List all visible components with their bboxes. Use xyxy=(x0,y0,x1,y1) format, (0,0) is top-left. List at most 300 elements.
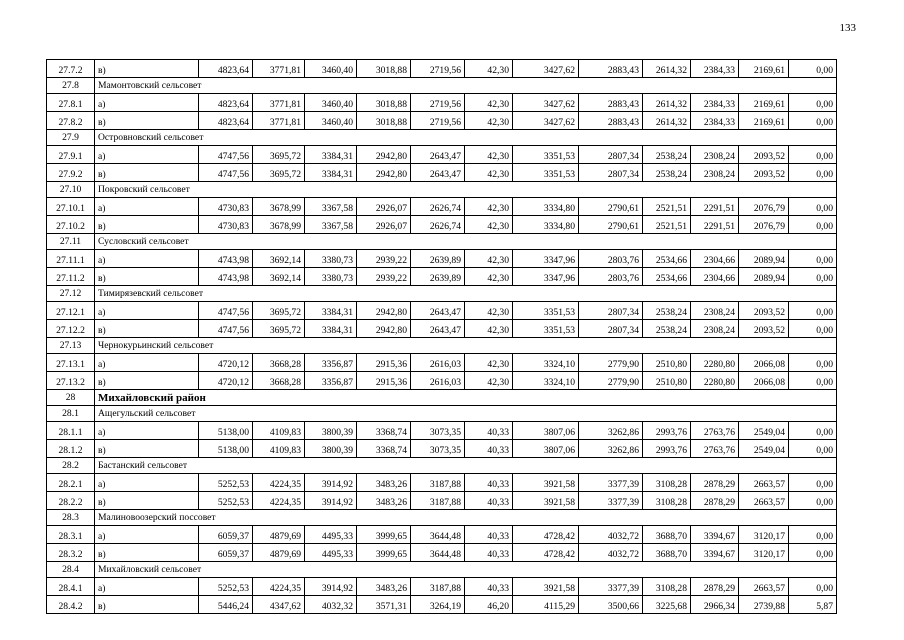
district-title: Михайловский район xyxy=(95,390,837,406)
value-cell: 0,00 xyxy=(789,354,837,372)
row-code: 27.10.1 xyxy=(47,198,95,216)
value-cell: 2790,61 xyxy=(579,216,643,234)
value-cell: 40,33 xyxy=(465,474,513,492)
section-title: Островновский сельсовет xyxy=(95,130,837,146)
value-cell: 2779,90 xyxy=(579,372,643,390)
value-cell: 3921,58 xyxy=(513,492,579,510)
value-cell: 3334,80 xyxy=(513,198,579,216)
table-row xyxy=(47,578,837,596)
value-cell: 4109,83 xyxy=(253,422,305,440)
value-cell: 4728,42 xyxy=(513,526,579,544)
row-subitem: в) xyxy=(95,596,199,614)
value-cell: 3914,92 xyxy=(305,578,357,596)
value-cell: 3347,96 xyxy=(513,268,579,286)
value-cell: 2076,79 xyxy=(739,198,789,216)
section-title: Тимирязевский сельсовет xyxy=(95,286,837,302)
value-cell: 2616,03 xyxy=(411,354,465,372)
value-cell: 3771,81 xyxy=(253,94,305,112)
value-cell: 2614,32 xyxy=(643,112,691,130)
row-code: 28.1.2 xyxy=(47,440,95,458)
value-cell: 2066,08 xyxy=(739,354,789,372)
value-cell: 2883,43 xyxy=(579,112,643,130)
value-cell: 3427,62 xyxy=(513,94,579,112)
value-cell: 2807,34 xyxy=(579,146,643,164)
value-cell: 3483,26 xyxy=(357,492,411,510)
value-cell: 2643,47 xyxy=(411,164,465,182)
value-cell: 3771,81 xyxy=(253,112,305,130)
section-header-row xyxy=(47,182,837,198)
value-cell: 3380,73 xyxy=(305,268,357,286)
value-cell: 2878,29 xyxy=(691,578,739,596)
value-cell: 2066,08 xyxy=(739,372,789,390)
value-cell: 2790,61 xyxy=(579,198,643,216)
value-cell: 3914,92 xyxy=(305,492,357,510)
value-cell: 3460,40 xyxy=(305,60,357,78)
value-cell: 2663,57 xyxy=(739,474,789,492)
row-subitem: а) xyxy=(95,474,199,492)
value-cell: 2915,36 xyxy=(357,354,411,372)
row-subitem: в) xyxy=(95,60,199,78)
value-cell: 2093,52 xyxy=(739,302,789,320)
value-cell: 2510,80 xyxy=(643,372,691,390)
row-subitem: в) xyxy=(95,320,199,338)
row-code: 27.10 xyxy=(47,182,95,198)
value-cell: 3262,86 xyxy=(579,422,643,440)
value-cell: 2926,07 xyxy=(357,198,411,216)
value-cell: 6059,37 xyxy=(199,544,253,562)
value-cell: 3120,17 xyxy=(739,526,789,544)
row-subitem: а) xyxy=(95,198,199,216)
table-row xyxy=(47,146,837,164)
value-cell: 3678,99 xyxy=(253,216,305,234)
page-number: 133 xyxy=(839,22,856,34)
value-cell: 2763,76 xyxy=(691,440,739,458)
table-row xyxy=(47,422,837,440)
table-row xyxy=(47,526,837,544)
section-header-row xyxy=(47,78,837,94)
table-row xyxy=(47,354,837,372)
value-cell: 3394,67 xyxy=(691,544,739,562)
row-subitem: а) xyxy=(95,422,199,440)
value-cell: 4747,56 xyxy=(199,164,253,182)
row-code: 28.3.1 xyxy=(47,526,95,544)
value-cell: 3427,62 xyxy=(513,112,579,130)
row-code: 28 xyxy=(47,390,95,406)
value-cell: 3427,62 xyxy=(513,60,579,78)
value-cell: 2280,80 xyxy=(691,354,739,372)
value-cell: 40,33 xyxy=(465,578,513,596)
value-cell: 2807,34 xyxy=(579,164,643,182)
value-cell: 2093,52 xyxy=(739,164,789,182)
row-code: 27.11 xyxy=(47,234,95,250)
value-cell: 2614,32 xyxy=(643,60,691,78)
value-cell: 3187,88 xyxy=(411,578,465,596)
value-cell: 2942,80 xyxy=(357,164,411,182)
value-cell: 3483,26 xyxy=(357,474,411,492)
value-cell: 3262,86 xyxy=(579,440,643,458)
value-cell: 3999,65 xyxy=(357,544,411,562)
row-code: 27.8.2 xyxy=(47,112,95,130)
value-cell: 3807,06 xyxy=(513,440,579,458)
value-cell: 42,30 xyxy=(465,60,513,78)
value-cell: 2878,29 xyxy=(691,474,739,492)
value-cell: 42,30 xyxy=(465,354,513,372)
value-cell: 3678,99 xyxy=(253,198,305,216)
value-cell: 4495,33 xyxy=(305,544,357,562)
section-header-row xyxy=(47,562,837,578)
row-code: 27.11.1 xyxy=(47,250,95,268)
value-cell: 3571,31 xyxy=(357,596,411,614)
value-cell: 2663,57 xyxy=(739,492,789,510)
value-cell: 0,00 xyxy=(789,474,837,492)
value-cell: 3999,65 xyxy=(357,526,411,544)
value-cell: 42,30 xyxy=(465,372,513,390)
value-cell: 2538,24 xyxy=(643,164,691,182)
row-subitem: а) xyxy=(95,146,199,164)
table-row xyxy=(47,60,837,78)
value-cell: 2942,80 xyxy=(357,146,411,164)
value-cell: 42,30 xyxy=(465,94,513,112)
value-cell: 4032,72 xyxy=(579,544,643,562)
value-cell: 3384,31 xyxy=(305,320,357,338)
row-code: 27.9.1 xyxy=(47,146,95,164)
section-title: Сусловский сельсовет xyxy=(95,234,837,250)
value-cell: 40,33 xyxy=(465,544,513,562)
value-cell: 3483,26 xyxy=(357,578,411,596)
value-cell: 4823,64 xyxy=(199,112,253,130)
value-cell: 0,00 xyxy=(789,302,837,320)
value-cell: 2291,51 xyxy=(691,198,739,216)
value-cell: 4224,35 xyxy=(253,492,305,510)
value-cell: 2308,24 xyxy=(691,320,739,338)
row-code: 28.2.2 xyxy=(47,492,95,510)
row-code: 27.9.2 xyxy=(47,164,95,182)
section-title: Михайловский сельсовет xyxy=(95,562,837,578)
section-title: Бастанский сельсовет xyxy=(95,458,837,474)
table-row xyxy=(47,112,837,130)
value-cell: 3120,17 xyxy=(739,544,789,562)
row-code: 27.7.2 xyxy=(47,60,95,78)
table-row xyxy=(47,320,837,338)
row-code: 28.1 xyxy=(47,406,95,422)
row-code: 28.1.1 xyxy=(47,422,95,440)
row-subitem: а) xyxy=(95,526,199,544)
row-subitem: в) xyxy=(95,112,199,130)
value-cell: 4823,64 xyxy=(199,60,253,78)
value-cell: 0,00 xyxy=(789,544,837,562)
value-cell: 0,00 xyxy=(789,268,837,286)
value-cell: 2534,66 xyxy=(643,268,691,286)
value-cell: 3384,31 xyxy=(305,302,357,320)
value-cell: 3073,35 xyxy=(411,422,465,440)
table-row xyxy=(47,268,837,286)
value-cell: 2739,88 xyxy=(739,596,789,614)
value-cell: 3800,39 xyxy=(305,422,357,440)
value-cell: 2549,04 xyxy=(739,440,789,458)
value-cell: 2538,24 xyxy=(643,302,691,320)
value-cell: 0,00 xyxy=(789,216,837,234)
value-cell: 3695,72 xyxy=(253,146,305,164)
row-code: 27.12.2 xyxy=(47,320,95,338)
value-cell: 2280,80 xyxy=(691,372,739,390)
value-cell: 3914,92 xyxy=(305,474,357,492)
row-code: 28.2.1 xyxy=(47,474,95,492)
value-cell: 0,00 xyxy=(789,94,837,112)
value-cell: 42,30 xyxy=(465,320,513,338)
value-cell: 3018,88 xyxy=(357,94,411,112)
value-cell: 0,00 xyxy=(789,146,837,164)
value-cell: 3380,73 xyxy=(305,250,357,268)
value-cell: 42,30 xyxy=(465,164,513,182)
row-subitem: в) xyxy=(95,268,199,286)
table-row xyxy=(47,596,837,614)
value-cell: 3688,70 xyxy=(643,544,691,562)
value-cell: 5,87 xyxy=(789,596,837,614)
value-cell: 3018,88 xyxy=(357,60,411,78)
value-cell: 3108,28 xyxy=(643,578,691,596)
value-cell: 2384,33 xyxy=(691,60,739,78)
value-cell: 6059,37 xyxy=(199,526,253,544)
value-cell: 3384,31 xyxy=(305,146,357,164)
value-cell: 42,30 xyxy=(465,216,513,234)
value-cell: 2993,76 xyxy=(643,422,691,440)
value-cell: 3695,72 xyxy=(253,320,305,338)
value-cell: 3695,72 xyxy=(253,302,305,320)
row-subitem: а) xyxy=(95,578,199,596)
row-subitem: в) xyxy=(95,440,199,458)
value-cell: 2807,34 xyxy=(579,320,643,338)
value-cell: 2093,52 xyxy=(739,320,789,338)
value-cell: 2089,94 xyxy=(739,250,789,268)
value-cell: 3108,28 xyxy=(643,474,691,492)
value-cell: 42,30 xyxy=(465,146,513,164)
value-cell: 3500,66 xyxy=(579,596,643,614)
value-cell: 4224,35 xyxy=(253,474,305,492)
value-cell: 0,00 xyxy=(789,422,837,440)
value-cell: 4115,29 xyxy=(513,596,579,614)
value-cell: 3018,88 xyxy=(357,112,411,130)
section-title: Чернокурьинский сельсовет xyxy=(95,338,837,354)
value-cell: 5252,53 xyxy=(199,492,253,510)
value-cell: 4720,12 xyxy=(199,354,253,372)
value-cell: 3377,39 xyxy=(579,492,643,510)
value-cell: 3394,67 xyxy=(691,526,739,544)
section-header-row xyxy=(47,458,837,474)
section-header-row xyxy=(47,130,837,146)
value-cell: 2521,51 xyxy=(643,198,691,216)
value-cell: 2384,33 xyxy=(691,112,739,130)
row-code: 27.12 xyxy=(47,286,95,302)
section-header-row xyxy=(47,338,837,354)
value-cell: 4747,56 xyxy=(199,320,253,338)
table-row xyxy=(47,492,837,510)
value-cell: 2304,66 xyxy=(691,250,739,268)
value-cell: 2291,51 xyxy=(691,216,739,234)
value-cell: 3324,10 xyxy=(513,372,579,390)
value-cell: 4347,62 xyxy=(253,596,305,614)
value-cell: 3368,74 xyxy=(357,422,411,440)
row-subitem: в) xyxy=(95,164,199,182)
value-cell: 3367,58 xyxy=(305,216,357,234)
value-cell: 0,00 xyxy=(789,164,837,182)
value-cell: 46,20 xyxy=(465,596,513,614)
value-cell: 4747,56 xyxy=(199,302,253,320)
value-cell: 40,33 xyxy=(465,440,513,458)
value-cell: 3695,72 xyxy=(253,164,305,182)
table-row xyxy=(47,250,837,268)
value-cell: 2643,47 xyxy=(411,302,465,320)
value-cell: 5138,00 xyxy=(199,440,253,458)
row-code: 27.8.1 xyxy=(47,94,95,112)
value-cell: 2616,03 xyxy=(411,372,465,390)
row-subitem: а) xyxy=(95,94,199,112)
value-cell: 2719,56 xyxy=(411,112,465,130)
value-cell: 40,33 xyxy=(465,422,513,440)
value-cell: 0,00 xyxy=(789,250,837,268)
table-row xyxy=(47,94,837,112)
row-code: 27.11.2 xyxy=(47,268,95,286)
value-cell: 2384,33 xyxy=(691,94,739,112)
row-code: 28.4.1 xyxy=(47,578,95,596)
value-cell: 3187,88 xyxy=(411,474,465,492)
value-cell: 2169,61 xyxy=(739,112,789,130)
value-cell: 3356,87 xyxy=(305,372,357,390)
row-subitem: в) xyxy=(95,372,199,390)
section-title: Ащегульский сельсовет xyxy=(95,406,837,422)
section-header-row xyxy=(47,510,837,526)
value-cell: 2966,34 xyxy=(691,596,739,614)
row-code: 27.13.2 xyxy=(47,372,95,390)
row-subitem: а) xyxy=(95,354,199,372)
value-cell: 2643,47 xyxy=(411,320,465,338)
value-cell: 2626,74 xyxy=(411,216,465,234)
value-cell: 3771,81 xyxy=(253,60,305,78)
table-row xyxy=(47,544,837,562)
value-cell: 42,30 xyxy=(465,250,513,268)
value-cell: 3347,96 xyxy=(513,250,579,268)
value-cell: 4823,64 xyxy=(199,94,253,112)
value-cell: 0,00 xyxy=(789,440,837,458)
value-cell: 2534,66 xyxy=(643,250,691,268)
value-cell: 2549,04 xyxy=(739,422,789,440)
value-cell: 2939,22 xyxy=(357,268,411,286)
value-cell: 3377,39 xyxy=(579,474,643,492)
value-cell: 0,00 xyxy=(789,198,837,216)
row-code: 28.4.2 xyxy=(47,596,95,614)
value-cell: 2878,29 xyxy=(691,492,739,510)
value-cell: 4879,69 xyxy=(253,544,305,562)
value-cell: 3668,28 xyxy=(253,372,305,390)
row-code: 27.13 xyxy=(47,338,95,354)
value-cell: 4495,33 xyxy=(305,526,357,544)
value-cell: 42,30 xyxy=(465,112,513,130)
value-cell: 2308,24 xyxy=(691,164,739,182)
value-cell: 4730,83 xyxy=(199,216,253,234)
value-cell: 3377,39 xyxy=(579,578,643,596)
value-cell: 3692,14 xyxy=(253,268,305,286)
value-cell: 5252,53 xyxy=(199,578,253,596)
value-cell: 40,33 xyxy=(465,492,513,510)
row-code: 27.8 xyxy=(47,78,95,94)
value-cell: 3351,53 xyxy=(513,320,579,338)
value-cell: 2626,74 xyxy=(411,198,465,216)
row-subitem: в) xyxy=(95,544,199,562)
value-cell: 3351,53 xyxy=(513,146,579,164)
value-cell: 2719,56 xyxy=(411,94,465,112)
value-cell: 0,00 xyxy=(789,60,837,78)
value-cell: 3921,58 xyxy=(513,474,579,492)
row-code: 28.2 xyxy=(47,458,95,474)
value-cell: 3807,06 xyxy=(513,422,579,440)
value-cell: 2942,80 xyxy=(357,320,411,338)
district-header-row xyxy=(47,390,837,406)
table-row xyxy=(47,302,837,320)
value-cell: 5252,53 xyxy=(199,474,253,492)
value-cell: 3073,35 xyxy=(411,440,465,458)
value-cell: 0,00 xyxy=(789,372,837,390)
table-row xyxy=(47,164,837,182)
value-cell: 2304,66 xyxy=(691,268,739,286)
value-cell: 2093,52 xyxy=(739,146,789,164)
section-title: Мамонтовский сельсовет xyxy=(95,78,837,94)
value-cell: 2883,43 xyxy=(579,60,643,78)
value-cell: 2915,36 xyxy=(357,372,411,390)
row-code: 27.10.2 xyxy=(47,216,95,234)
value-cell: 4730,83 xyxy=(199,198,253,216)
value-cell: 4109,83 xyxy=(253,440,305,458)
value-cell: 2942,80 xyxy=(357,302,411,320)
row-code: 27.12.1 xyxy=(47,302,95,320)
value-cell: 5138,00 xyxy=(199,422,253,440)
value-cell: 0,00 xyxy=(789,526,837,544)
value-cell: 4747,56 xyxy=(199,146,253,164)
value-cell: 2807,34 xyxy=(579,302,643,320)
value-cell: 2308,24 xyxy=(691,146,739,164)
value-cell: 2763,76 xyxy=(691,422,739,440)
value-cell: 2643,47 xyxy=(411,146,465,164)
value-cell: 3921,58 xyxy=(513,578,579,596)
value-cell: 2663,57 xyxy=(739,578,789,596)
value-cell: 3692,14 xyxy=(253,250,305,268)
value-cell: 2926,07 xyxy=(357,216,411,234)
row-subitem: а) xyxy=(95,250,199,268)
value-cell: 3460,40 xyxy=(305,112,357,130)
section-header-row xyxy=(47,234,837,250)
value-cell: 40,33 xyxy=(465,526,513,544)
table-row xyxy=(47,216,837,234)
value-cell: 4032,72 xyxy=(579,526,643,544)
value-cell: 42,30 xyxy=(465,302,513,320)
value-cell: 3668,28 xyxy=(253,354,305,372)
value-cell: 2169,61 xyxy=(739,94,789,112)
value-cell: 3187,88 xyxy=(411,492,465,510)
row-code: 28.3.2 xyxy=(47,544,95,562)
section-header-row xyxy=(47,286,837,302)
value-cell: 3384,31 xyxy=(305,164,357,182)
value-cell: 3644,48 xyxy=(411,526,465,544)
value-cell: 4720,12 xyxy=(199,372,253,390)
value-cell: 2803,76 xyxy=(579,250,643,268)
value-cell: 3351,53 xyxy=(513,302,579,320)
value-cell: 2089,94 xyxy=(739,268,789,286)
value-cell: 2308,24 xyxy=(691,302,739,320)
section-title: Малиновоозерский поссовет xyxy=(95,510,837,526)
value-cell: 2719,56 xyxy=(411,60,465,78)
value-cell: 2510,80 xyxy=(643,354,691,372)
value-cell: 3644,48 xyxy=(411,544,465,562)
value-cell: 4032,32 xyxy=(305,596,357,614)
value-cell: 2939,22 xyxy=(357,250,411,268)
